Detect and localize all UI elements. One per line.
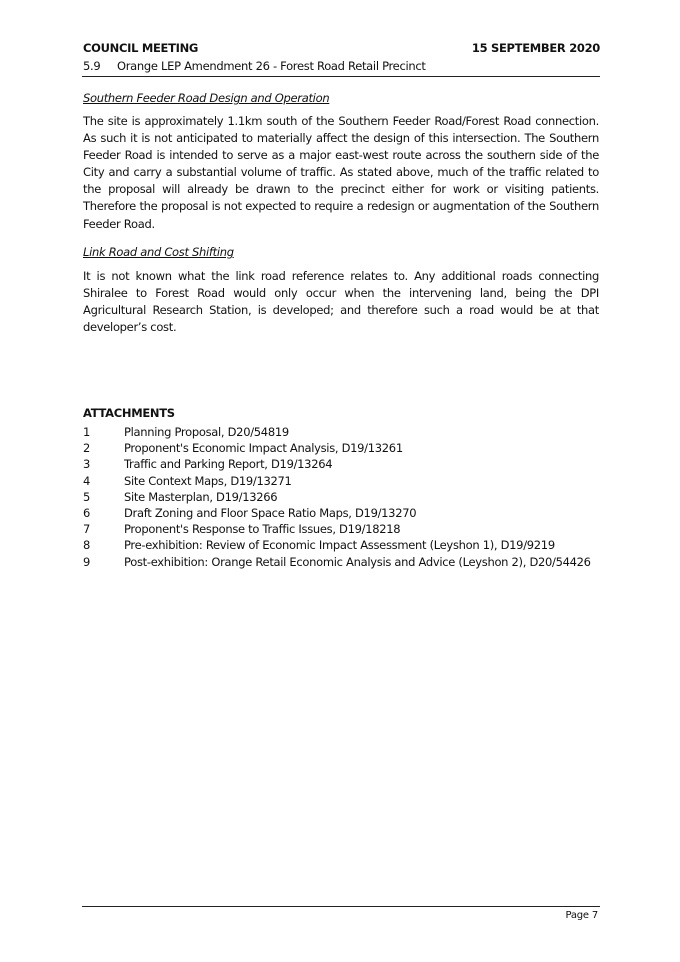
section-body-southern-feeder: The site is approximately 1.1km south of the Southern Feeder Road/Forest Road connection. As such it is not anticipated to materially affect the design of this intersection. The Southern Feeder Road is intended to serve as a major east-west route across the southern side of the City and carry a substantial volume of traffic. As stated above, much of the traffic related to the proposal will already be drawn to the precinct either for work or visiting patients. Therefore the proposal is not expected to require a redesign or augmentation of the Southern Feeder Road.	[83, 114, 599, 231]
attachment-text: Planning Proposal, D20/54819	[124, 425, 289, 439]
attachments-list	[83, 424, 603, 570]
page-number: Page 7	[565, 910, 598, 921]
attachment-item	[83, 554, 603, 570]
attachment-item	[83, 473, 603, 489]
item-heading	[83, 59, 600, 73]
attachment-text: Proponent's Response to Traffic Issues, D19/18218	[124, 522, 401, 537]
section-body-link-road: It is not known what the link road reference relates to. Any additional roads connecting Shiralee to Forest Road would only occur when the intervening land, being the DPI Agricultural Research Station, is developed; and therefore such a road would be at that developer’s cost.	[83, 269, 599, 335]
attachment-text: Site Masterplan, D19/13266	[124, 489, 278, 504]
attachment-number: 3	[83, 457, 91, 472]
attachment-text: Post-exhibition: Orange Retail Economic Analysis and Advice (Leyshon 2), D20/54426	[124, 554, 591, 569]
attachment-item	[83, 424, 603, 440]
attachment-text: Pre-exhibition: Review of Economic Impact Assessment (Leyshon 1), D19/9219	[124, 538, 555, 553]
attachments-title: ATTACHMENTS	[83, 406, 175, 420]
attachment-item	[83, 489, 603, 505]
attachment-number: 5	[83, 489, 91, 504]
attachment-number: 9	[83, 554, 91, 569]
attachment-number: 4	[83, 473, 91, 488]
attachment-item	[83, 505, 603, 521]
attachment-text: Proponent's Economic Impact Analysis, D19/13261	[124, 441, 403, 456]
page-header	[83, 41, 600, 55]
attachment-item	[83, 440, 603, 456]
attachment-text: Traffic and Parking Report, D19/13264	[124, 457, 333, 472]
attachment-number: 7	[83, 522, 91, 537]
item-number: 5.9	[83, 59, 101, 73]
item-title: Orange LEP Amendment 26 - Forest Road Retail Precinct	[117, 59, 426, 73]
section-heading-link-road: Link Road and Cost Shifting	[83, 245, 234, 259]
attachment-item	[83, 456, 603, 472]
attachment-item	[83, 521, 603, 537]
attachment-item	[83, 537, 603, 553]
attachment-number: 1	[83, 425, 91, 439]
attachment-text: Site Context Maps, D19/13271	[124, 473, 292, 488]
footer-divider	[82, 906, 600, 907]
meeting-title: COUNCIL MEETING	[83, 41, 199, 55]
meeting-date: 15 SEPTEMBER 2020	[471, 41, 600, 55]
attachment-number: 8	[83, 538, 91, 553]
attachment-number: 2	[83, 441, 91, 456]
section-heading-southern-feeder: Southern Feeder Road Design and Operation	[83, 91, 330, 105]
item-heading-text	[83, 59, 426, 73]
header-divider	[82, 76, 600, 77]
attachment-text: Draft Zoning and Floor Space Ratio Maps, D19/13270	[124, 506, 417, 521]
attachment-number: 6	[83, 506, 91, 521]
